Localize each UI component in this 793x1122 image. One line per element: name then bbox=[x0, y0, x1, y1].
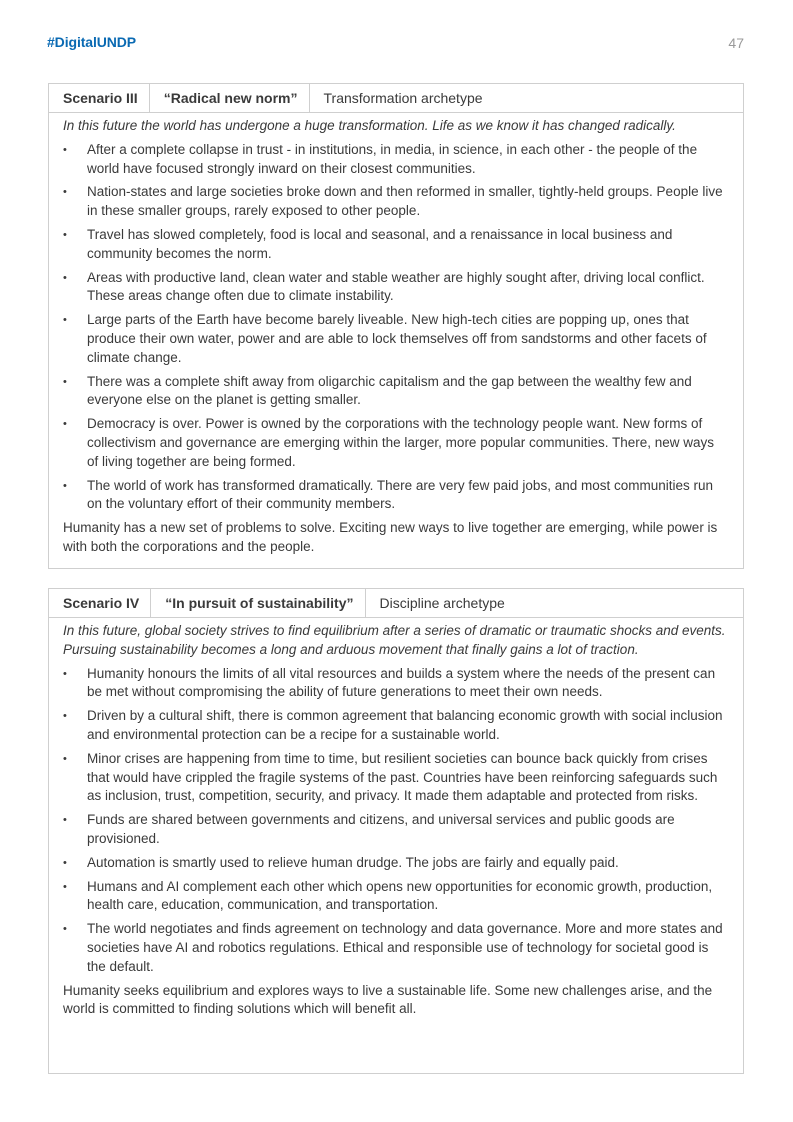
bullet-dot-icon: • bbox=[63, 143, 67, 156]
bullet-item bbox=[63, 226, 727, 264]
scenario-title: “Radical new norm” bbox=[150, 84, 310, 112]
scenario-intro: In this future the world has undergone a huge transformation. Life as we know it has changed radically. bbox=[63, 118, 676, 133]
bullet-item bbox=[63, 920, 727, 976]
bullet-item bbox=[63, 707, 727, 745]
bullet-dot-icon: • bbox=[63, 923, 67, 936]
scenario-intro: In this future, global society strives to find equilibrium after a series of dramatic or traumatic shocks and events. Pursuing sustainability becomes a long and arduous movement that finally gains a lot of traction. bbox=[63, 623, 726, 657]
bullet-dot-icon: • bbox=[63, 880, 67, 893]
scenario-body bbox=[49, 618, 743, 1019]
bullet-text: Democracy is over. Power is owned by the corporations with the technology people want. New forms of collectivism and governance are emerging within the larger, more popular communities. There, new ways of living together are being formed. bbox=[87, 416, 715, 469]
bullet-dot-icon: • bbox=[63, 314, 67, 327]
scenario-label: Scenario III bbox=[49, 84, 150, 112]
bullet-text: The world of work has transformed dramatically. There are very few paid jobs, and most communities run on the voluntary effort of their community members. bbox=[87, 477, 714, 512]
bullet-text: Funds are shared between governments and citizens, and universal services and public goods are provisioned. bbox=[87, 812, 675, 846]
bullet-item bbox=[63, 750, 727, 806]
scenario-archetype: Transformation archetype bbox=[323, 90, 483, 106]
bullet-text: Large parts of the Earth have become barely liveable. New high-tech cities are popping up, ones that produce their own water, power and are able to lock themselves off from sandstorms and other facets of climate change. bbox=[87, 312, 707, 365]
scenario-bullet-list bbox=[63, 665, 727, 977]
scenario-header bbox=[49, 84, 743, 113]
bullet-dot-icon: • bbox=[63, 271, 67, 284]
bullet-dot-icon: • bbox=[63, 814, 67, 827]
page-number: 47 bbox=[728, 35, 744, 51]
bullet-item bbox=[63, 811, 727, 849]
bullet-item bbox=[63, 373, 727, 411]
bullet-item bbox=[63, 269, 727, 307]
bullet-text: Areas with productive land, clean water and stable weather are highly sought after, driving local conflict. These areas change often due to climate instability. bbox=[87, 269, 705, 304]
bullet-item bbox=[63, 665, 727, 703]
bullet-dot-icon: • bbox=[63, 667, 67, 680]
bullet-text: There was a complete shift away from oligarchic capitalism and the gap between the wealthy few and everyone else on the planet is getting smaller. bbox=[87, 373, 692, 408]
bullet-item bbox=[63, 854, 727, 873]
scenario-card-iv bbox=[48, 588, 744, 1074]
scenario-archetype: Discipline archetype bbox=[379, 595, 505, 611]
bullet-dot-icon: • bbox=[63, 710, 67, 723]
bullet-item bbox=[63, 183, 727, 221]
bullet-text: After a complete collapse in trust - in institutions, in media, in science, in each other - the people of the world have focused strongly inward on their closest communities. bbox=[87, 141, 698, 176]
bullet-dot-icon: • bbox=[63, 856, 67, 869]
scenario-outro: Humanity has a new set of problems to solve. Exciting new ways to live together are emerging, while power is with both the corporations and the people. bbox=[63, 520, 718, 554]
bullet-item bbox=[63, 477, 727, 515]
scenario-title: “In pursuit of sustainability” bbox=[151, 589, 365, 617]
bullet-text: Driven by a cultural shift, there is common agreement that balancing economic growth with social inclusion and environmental protection can be a recipe for a sustainable world. bbox=[87, 708, 723, 742]
scenario-header bbox=[49, 589, 743, 618]
bullet-dot-icon: • bbox=[63, 479, 67, 492]
bullet-text: Automation is smartly used to relieve human drudge. The jobs are fairly and equally paid. bbox=[87, 854, 619, 870]
bullet-dot-icon: • bbox=[63, 375, 67, 388]
bullet-dot-icon: • bbox=[63, 752, 67, 765]
bullet-item bbox=[63, 141, 727, 179]
bullet-text: Nation-states and large societies broke down and then reformed in smaller, tightly-held groups. People live in these smaller groups, rarely exposed to other people. bbox=[87, 184, 723, 219]
bullet-text: Minor crises are happening from time to time, but resilient societies can bounce back quickly from crises that would have crippled the fragile systems of the past. Countries have been reinforcing safeguards such as inclusion, trust, competition, security, and privacy. It made them adaptable and protected from risks. bbox=[87, 750, 718, 804]
bullet-text: The world negotiates and finds agreement on technology and data governance. More and more states and societies have AI and robotics regulations. Ethical and responsible use of technology for societal good is the default. bbox=[87, 921, 723, 974]
bullet-item bbox=[63, 415, 727, 471]
scenario-card-iii bbox=[48, 83, 744, 569]
bullet-dot-icon: • bbox=[63, 228, 67, 241]
bullet-text: Humans and AI complement each other which opens new opportunities for economic growth, production, health care, education, communication, and transportation. bbox=[87, 878, 713, 913]
scenario-bullet-list bbox=[63, 141, 727, 514]
bullet-text: Humanity honours the limits of all vital resources and builds a system where the needs of the present can be met without compromising the ability of future generations to meet their own needs. bbox=[87, 665, 716, 700]
bullet-dot-icon: • bbox=[63, 418, 67, 431]
hashtag-digitalundp: #DigitalUNDP bbox=[47, 34, 137, 50]
bullet-dot-icon: • bbox=[63, 186, 67, 199]
scenario-label: Scenario IV bbox=[49, 589, 151, 617]
bullet-item bbox=[63, 878, 727, 916]
scenario-outro: Humanity seeks equilibrium and explores ways to live a sustainable life. Some new challenges arise, and the world is committed to finding solutions which will benefit all. bbox=[63, 982, 713, 1017]
scenario-body bbox=[49, 113, 743, 557]
bullet-item bbox=[63, 311, 727, 367]
bullet-text: Travel has slowed completely, food is local and seasonal, and a renaissance in local business and community becomes the norm. bbox=[87, 226, 673, 261]
